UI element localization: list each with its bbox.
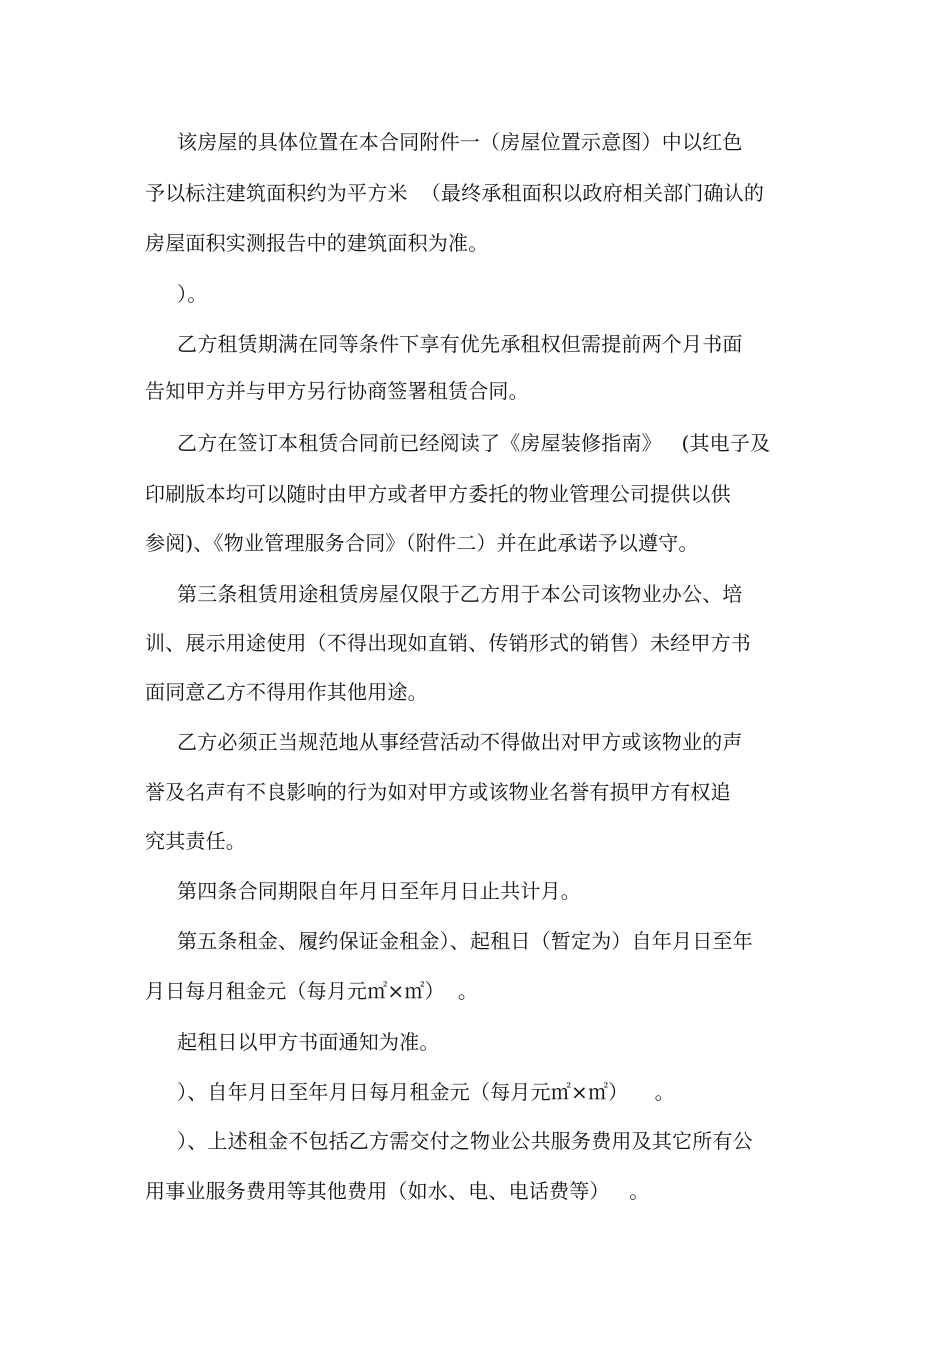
text-line: ）、自年月日至年月日每月租金元（每月元㎡×㎡） 。 [177,1080,675,1104]
text-line: ）。 [177,282,208,306]
text-line: ）、上述租金不包括乙方需交付之物业公共服务费用及其它所有公 [177,1129,753,1153]
text-line: 予以标注建筑面积约为平方米 （最终承租面积以政府相关部门确认的 [145,181,765,205]
text-line: 房屋面积实测报告中的建筑面积为准。 [145,231,489,255]
text-line: 告知甲方并与甲方另行协商签署租赁合同。 [145,379,529,403]
text-line: 月日每月租金元（每月元㎡×㎡） 。 [145,979,479,1003]
text-line: 第五条租金、履约保证金租金）、起租日（暂定为）自年月日至年 [177,929,753,953]
text-line: 第四条合同期限自年月日至年月日止共计月。 [177,879,581,903]
text-line: 乙方租赁期满在同等条件下享有优先承租权但需提前两个月书面 [177,332,743,356]
text-line: 参阅)、《物业管理服务合同》（附件二）并在此承诺予以遵守。 [145,531,699,555]
text-line: 起租日以甲方书面通知为准。 [177,1030,440,1054]
text-line: 第三条租赁用途租赁房屋仅限于乙方用于本公司该物业办公、培 [177,582,743,606]
text-line: 印刷版本均可以随时由甲方或者甲方委托的物业管理公司提供以供 [145,482,731,506]
text-line: 乙方必须正当规范地从事经营活动不得做出对甲方或该物业的声 [177,730,743,754]
text-line: 该房屋的具体位置在本合同附件一（房屋位置示意图）中以红色 [177,130,743,154]
text-line: 面同意乙方不得用作其他用途。 [145,680,428,704]
text-line: 究其责任。 [145,829,246,853]
text-line: 乙方在签订本租赁合同前已经阅读了《房屋装修指南》 (其电子及 [177,431,771,455]
text-line: 誉及名声有不良影响的行为如对甲方或该物业名誉有损甲方有权追 [145,780,731,804]
text-line: 用事业服务费用等其他费用（如水、电、电话费等） 。 [145,1179,650,1203]
text-line: 训、展示用途使用（不得出现如直销、传销形式的销售）未经甲方书 [145,631,751,655]
